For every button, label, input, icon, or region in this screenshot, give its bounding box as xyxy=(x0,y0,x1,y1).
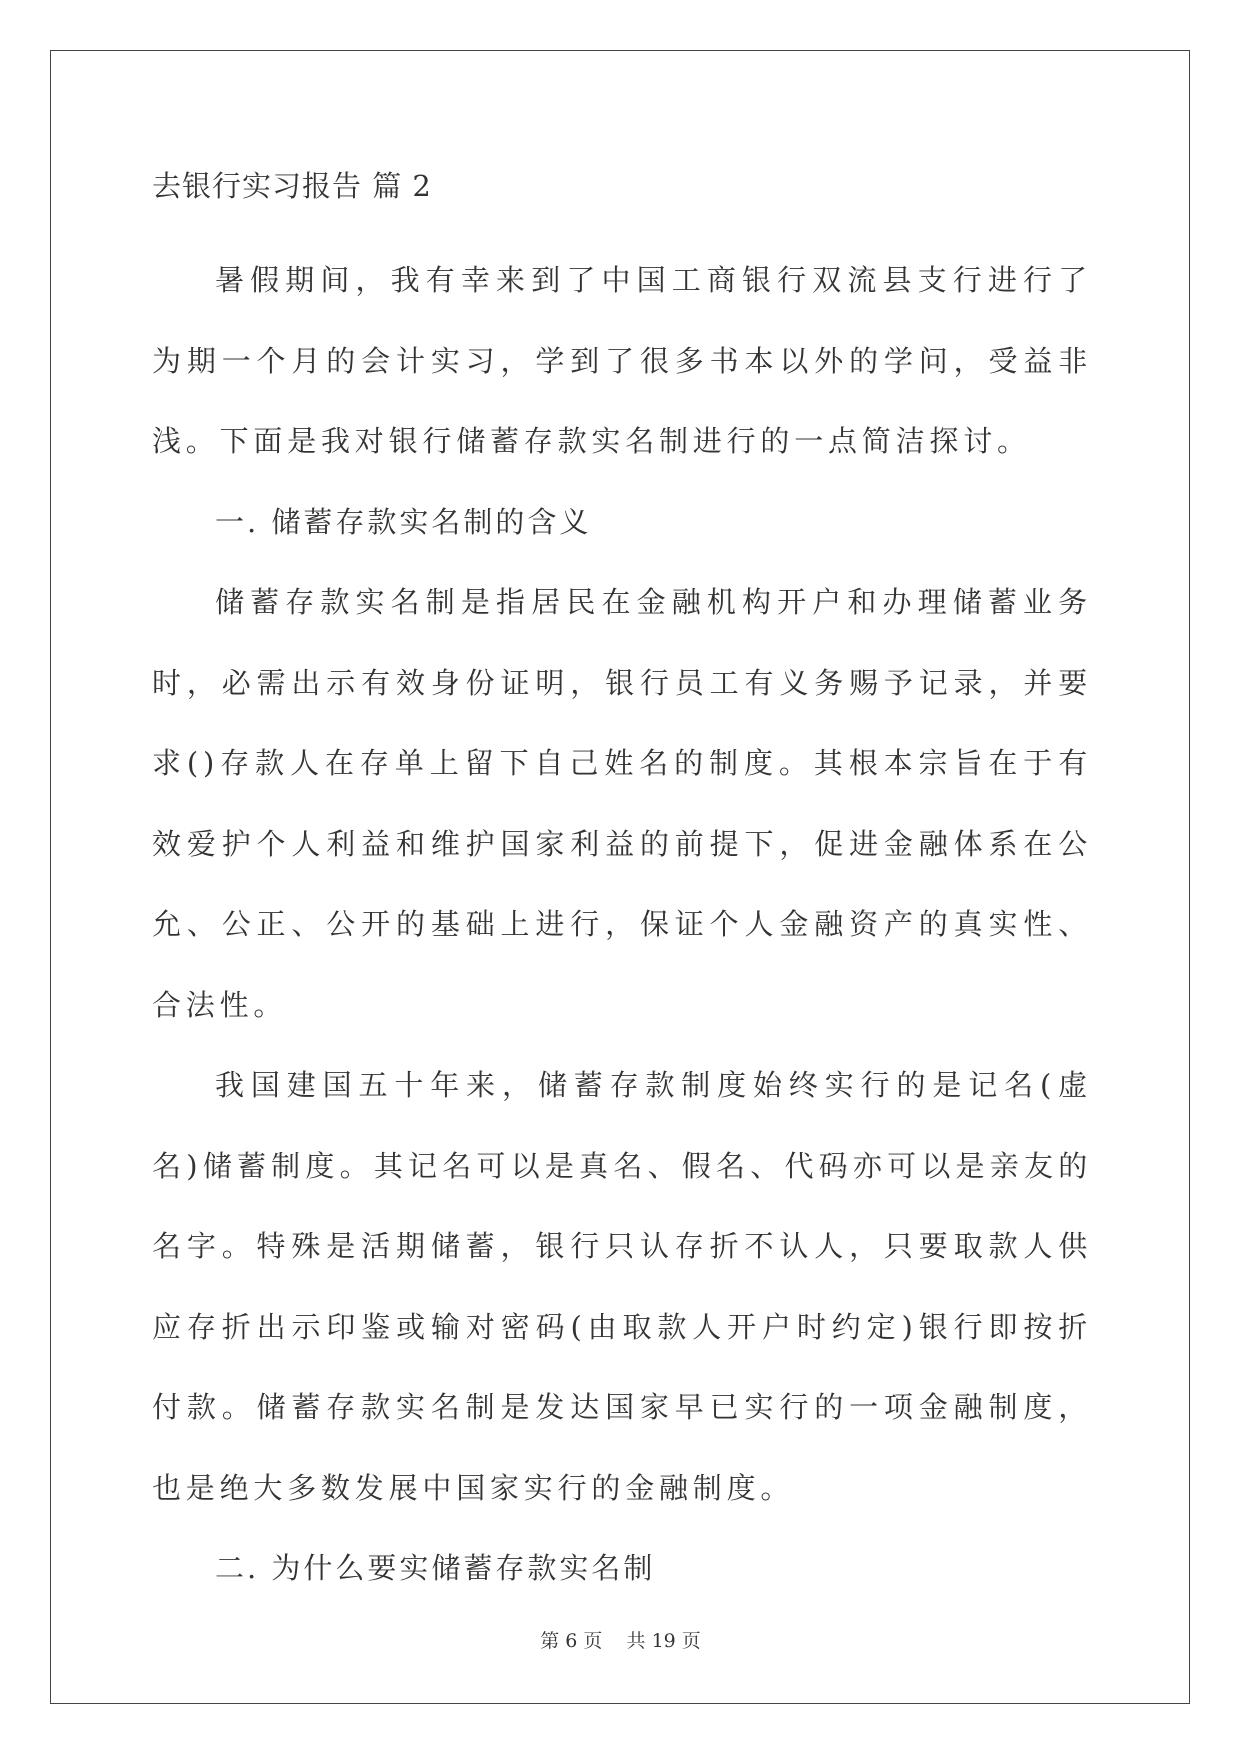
page-footer xyxy=(0,1626,1241,1653)
page-number: 第 6 页 xyxy=(540,1630,603,1652)
paragraph-definition: 储蓄存款实名制是指居民在金融机构开户和办理储蓄业务时，必需出示有效身份证明，银行员工有义务赐予记录，并要求()存款人在存单上留下自己姓名的制度。其根本宗旨在于有效爱护个人利益和维护国家利益的前提下，促进金融体系在公允、公正、公开的基础上进行，保证个人金融资产的真实性、合法性。 xyxy=(152,585,1092,1022)
page-total: 共 19 页 xyxy=(626,1630,701,1652)
section-heading-1: 一. 储蓄存款实名制的含义 xyxy=(215,504,592,539)
paragraph-intro: 暑假期间，我有幸来到了中国工商银行双流县支行进行了为期一个月的会计实习，学到了很多书本以外的学问，受益非浅。下面是我对银行储蓄存款实名制进行的一点简洁探讨。 xyxy=(152,263,1092,458)
document-body xyxy=(152,160,1092,1609)
paragraph-history: 我国建国五十年来，储蓄存款制度始终实行的是记名(虚名)储蓄制度。其记名可以是真名、假名、代码亦可以是亲友的名字。特殊是活期储蓄，银行只认存折不认人，只要取款人供应存折出示印鉴或输对密码(由取款人开户时约定)银行即按折付款。储蓄存款实名制是发达国家早已实行的一项金融制度，也是绝大多数发展中国家实行的金融制度。 xyxy=(152,1068,1092,1505)
section-heading-2: 二. 为什么要实储蓄存款实名制 xyxy=(215,1551,656,1585)
document-title: 去银行实习报告 篇 2 xyxy=(152,169,432,203)
